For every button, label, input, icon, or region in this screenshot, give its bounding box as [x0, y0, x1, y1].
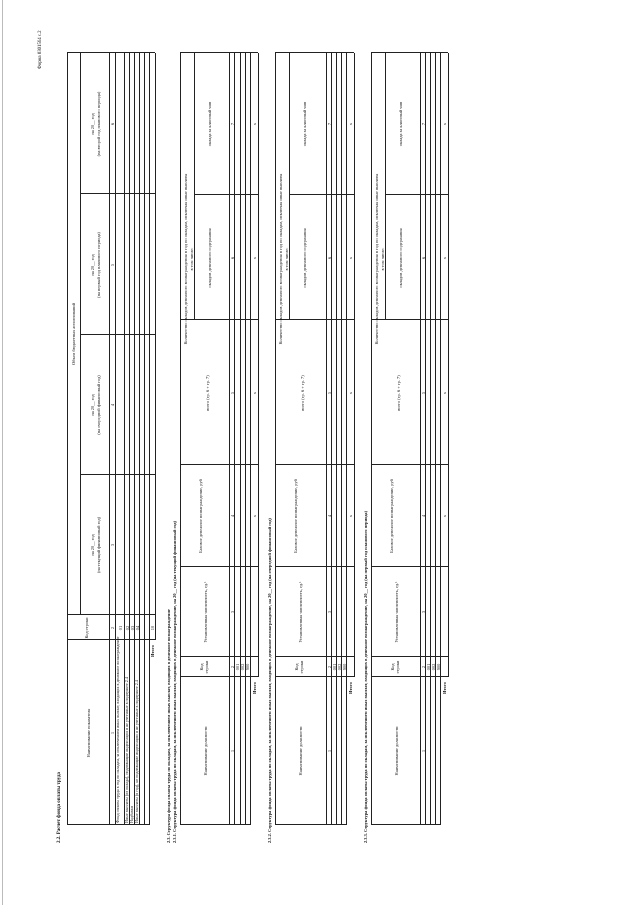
year-label-3: на 20__ год — [90, 254, 95, 276]
col-count: Количество окладов денежного вознаграждения в год по окладам, исключая иные выплаты — [374, 173, 379, 345]
x-mark: х — [442, 122, 447, 126]
period-4: (на второй год планового периода) — [96, 91, 101, 157]
col-incl: в том числе: — [189, 247, 194, 271]
col-code: Код строки — [294, 660, 305, 674]
table-row-code: 04 — [135, 625, 140, 631]
colnum: 2 — [421, 665, 426, 669]
col-base: Базовое денежное вознаграждение, руб — [198, 479, 203, 553]
year-label-2: на 20__ год — [90, 394, 95, 416]
x-mark: х — [348, 514, 353, 518]
table-row-code: 02 — [125, 625, 130, 631]
form-code: Форма 0301564 с.2 — [38, 30, 43, 69]
col-allow: оклада за классный чин — [398, 101, 403, 147]
colnum: 3 — [110, 543, 115, 547]
colnum: 4 — [327, 514, 332, 518]
row-code: 900 — [245, 663, 250, 671]
table-row-code: 03 — [130, 625, 135, 631]
col-position: Наименование должности — [203, 726, 208, 776]
colnum: 4 — [421, 514, 426, 518]
colnum: 2 — [110, 626, 115, 630]
x-mark: х — [252, 256, 257, 260]
row-code: 900 — [436, 663, 441, 671]
total-code: 10 — [150, 625, 155, 631]
group-header: Объем бюджетных ассигнований — [71, 303, 76, 365]
colnum: 4 — [230, 514, 235, 518]
col-base: Базовое денежное вознаграждение, руб — [293, 479, 298, 553]
row-code: 002 — [240, 663, 245, 671]
col-allow: оклада за классный чин — [302, 101, 307, 147]
col-count: Количество окладов денежного вознаграждения в год по окладам, исключая иные выплаты — [183, 173, 188, 345]
x-mark: х — [252, 514, 257, 518]
colnum: 5 — [421, 391, 426, 395]
row-code: 001 — [235, 663, 240, 671]
section-231-title: 2.3. Структура фонда оплаты труда по окладам, за исключением иных выплат, входящих в денежное вознаграждение — [166, 609, 171, 843]
col-base-pay: окладов денежного содержания — [302, 228, 307, 288]
period-1: (на текущий финансовый год) — [96, 516, 101, 574]
col-total: всего (гр. 6 + гр. 7) — [300, 375, 305, 411]
colnum: 1 — [230, 749, 235, 753]
table-row-name: Фонд оплаты труда в год по окладам, за исключением иных выплат, входящих в денежное вознаграждение — [115, 636, 120, 823]
colnum: 3 — [230, 610, 235, 614]
col-position: Наименование должности — [394, 726, 399, 776]
total-label: Итого — [348, 682, 353, 694]
col-incl: в том числе: — [380, 247, 385, 271]
row-code: 001 — [426, 663, 431, 671]
col-base-pay: окладов денежного содержания — [207, 228, 212, 288]
table-row-name: Иные выплаты (в год), не подлежащие индексации и не учтенные в подпункте 2.4 — [134, 680, 139, 823]
year-label-1: на 20__ год — [90, 534, 95, 556]
x-mark: х — [348, 391, 353, 395]
col-position: Наименование должности — [298, 726, 303, 776]
colnum: 7 — [230, 122, 235, 126]
row-code: 900 — [342, 663, 347, 671]
col-base: Базовое денежное вознаграждение, руб — [389, 479, 394, 553]
col-name-header: Наименование показателя — [86, 708, 91, 758]
row-code: 002 — [337, 663, 342, 671]
year-label-4: на 20__ год — [90, 113, 95, 135]
total-label: Итого — [442, 682, 447, 694]
col-incl: в том числе: — [284, 247, 289, 271]
col-total: всего (гр. 6 + гр. 7) — [205, 375, 210, 411]
row-code: 001 — [332, 663, 337, 671]
colnum: 5 — [230, 391, 235, 395]
colnum: 4 — [110, 403, 115, 407]
colnum: 7 — [327, 122, 332, 126]
colnum: 1 — [421, 749, 426, 753]
col-code: Код строки — [199, 660, 210, 674]
colnum: 1 — [327, 749, 332, 753]
x-mark: х — [252, 391, 257, 395]
total-label: Итого — [252, 682, 257, 694]
col-total: всего (гр. 6 + гр. 7) — [396, 375, 401, 411]
section-233-title: 2.3.3. Структура фонда оплаты труда по окладам, за исключением иных выплат, входящих в денежное вознаграждение, на 20__ год (на первый год планового периода) — [363, 510, 368, 843]
total-label: Итого — [150, 645, 155, 657]
colnum: 1 — [110, 731, 115, 735]
colnum: 2 — [230, 665, 235, 669]
colnum: 6 — [230, 256, 235, 260]
table-row-name: Иные выплаты (из оклада), подлежащие индексации и не учтенные в подпункте 2.4 — [124, 677, 129, 823]
table-row-name: Надбавки — [129, 806, 134, 823]
x-mark: х — [442, 514, 447, 518]
col-allow: оклада за классный чин — [207, 101, 212, 147]
col-code: Код строки — [390, 660, 401, 674]
section-2311-title: 2.3.1. Структура фонда оплаты труда по окладам, за исключением иных выплат, входящих в денежное вознаграждение, на 20__ год (на текущий финансовый год) — [172, 520, 177, 843]
col-staff: Установленная численность, ед.¹ — [203, 581, 208, 643]
period-3: (на первый год планового периода) — [96, 232, 101, 298]
colnum: 7 — [421, 122, 426, 126]
x-mark: х — [442, 391, 447, 395]
period-2: (на очередной финансовый год) — [96, 375, 101, 435]
colnum: 5 — [327, 391, 332, 395]
colnum: 3 — [421, 610, 426, 614]
colnum: 3 — [327, 610, 332, 614]
colnum: 5 — [110, 263, 115, 267]
colnum: 2 — [327, 665, 332, 669]
table-row-code: 01 — [118, 625, 123, 631]
row-code: 002 — [431, 663, 436, 671]
x-mark: х — [442, 256, 447, 260]
col-staff: Установленная численность, ед.¹ — [298, 581, 303, 643]
col-count: Количество окладов денежного вознаграждения в год по окладам, исключая иные выплаты — [278, 173, 283, 345]
section-title: 2.2. Расчет фонда оплаты труда — [57, 772, 62, 843]
x-mark: х — [252, 122, 257, 126]
section-232-title: 2.3.2. Структура фонда оплаты труда по окладам, за исключением иных выплат, входящих в денежное вознаграждение, на 20__ год (на очередной финансовый год) — [267, 518, 272, 843]
colnum: 6 — [421, 256, 426, 260]
x-mark: х — [348, 256, 353, 260]
col-staff: Установленная численность, ед.¹ — [394, 581, 399, 643]
colnum: 6 — [110, 122, 115, 126]
colnum: 6 — [327, 256, 332, 260]
col-code-header: Код строки — [84, 617, 89, 639]
x-mark: х — [348, 122, 353, 126]
col-base-pay: окладов денежного содержания — [398, 228, 403, 288]
